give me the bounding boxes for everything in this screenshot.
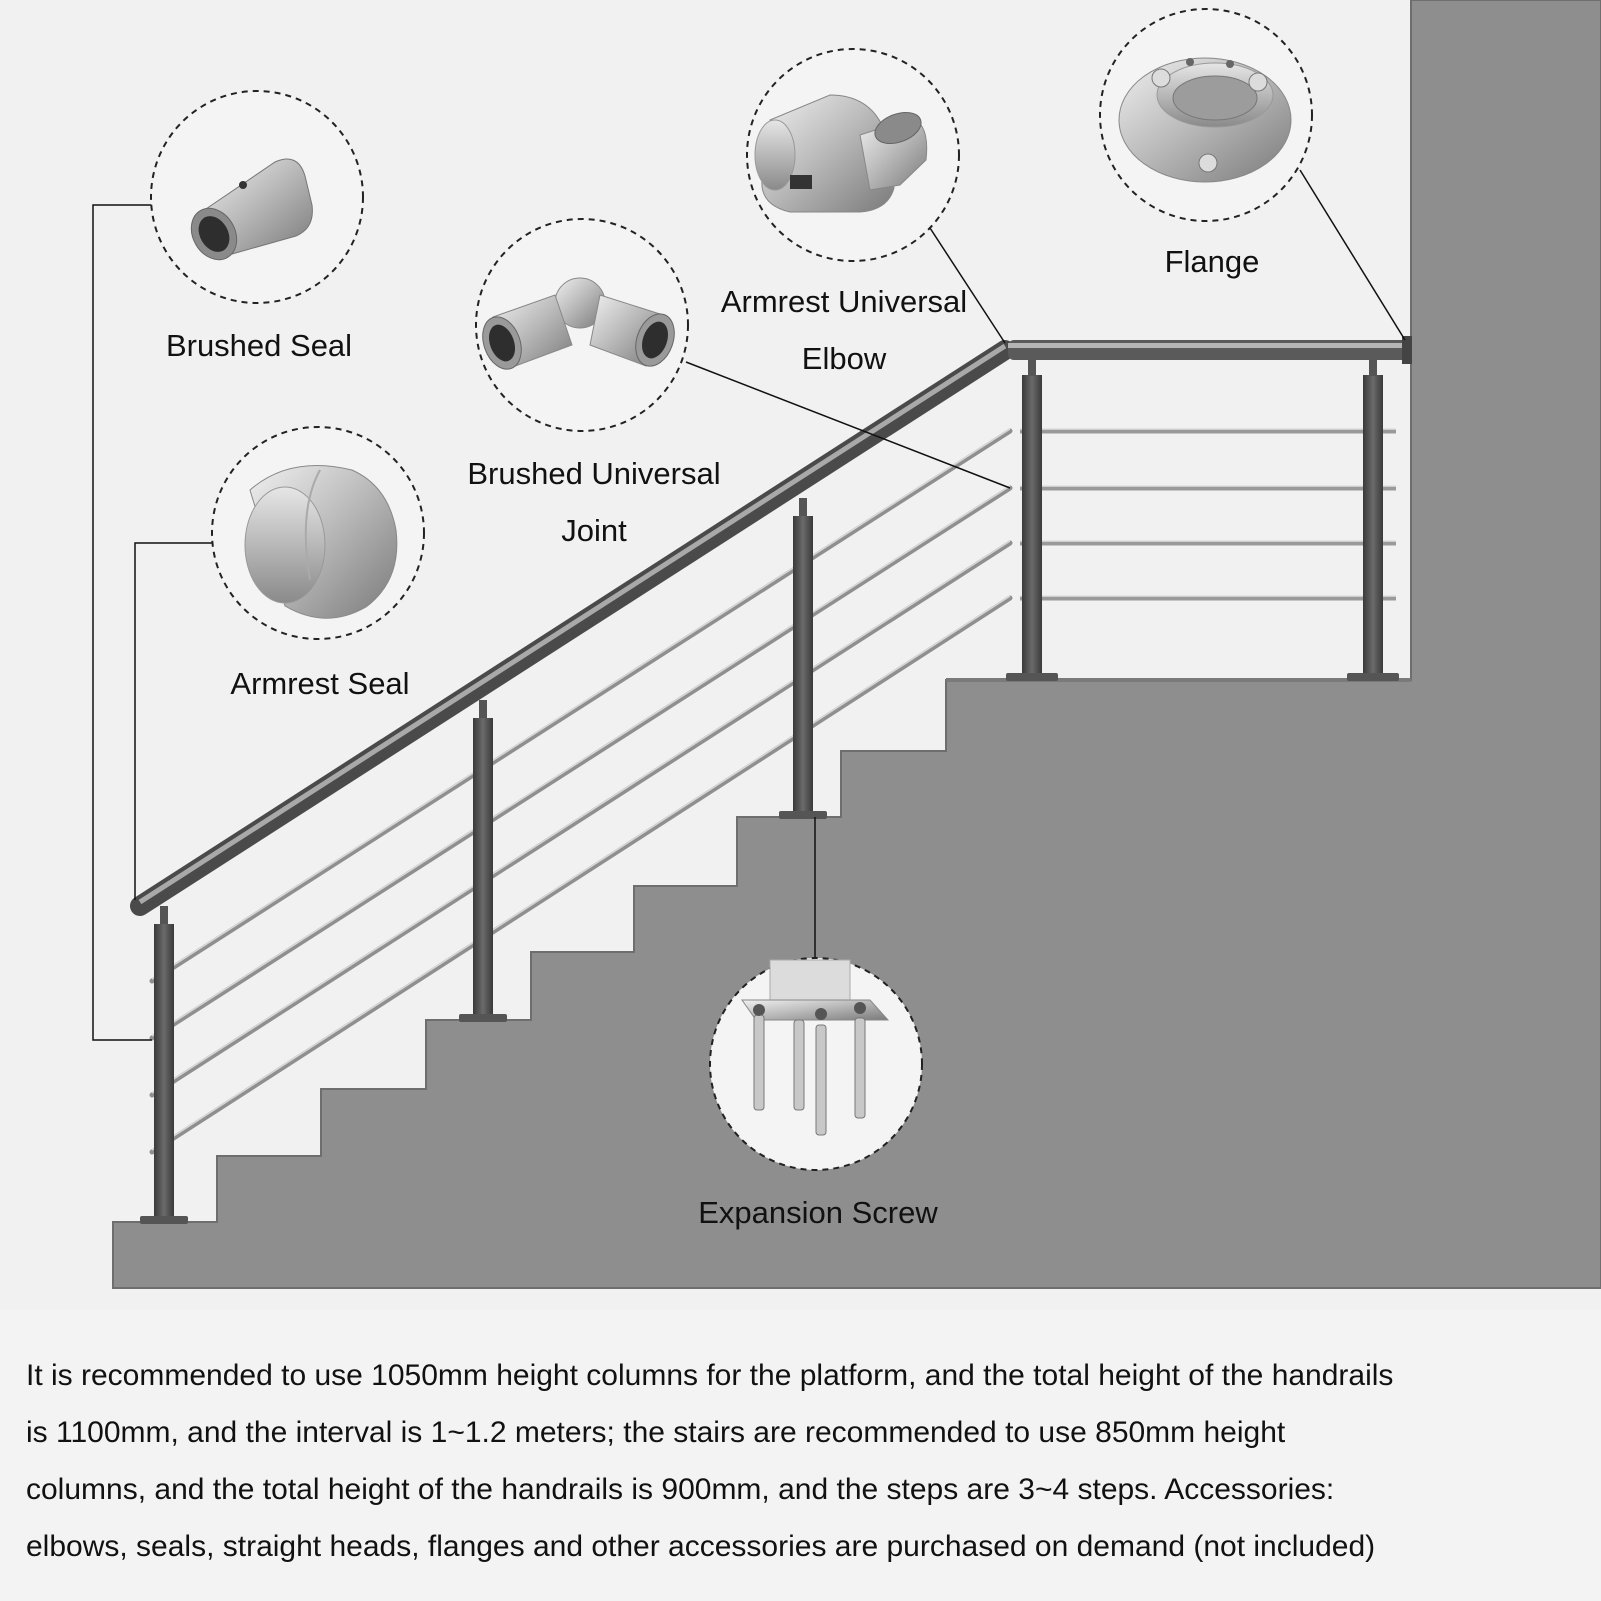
label-armrest-seal: Armrest Seal — [230, 666, 410, 701]
label-brushed-seal: Brushed Seal — [165, 328, 353, 363]
label-elbow-line2: Elbow — [801, 341, 887, 376]
post-2 — [473, 718, 493, 1020]
post-1 — [154, 924, 174, 1222]
label-universal-joint-line1: Brushed Universal — [467, 456, 721, 491]
flange-icon — [1119, 58, 1291, 182]
description-text — [26, 1347, 1586, 1575]
wall-flange — [1402, 336, 1412, 364]
post-3 — [793, 516, 813, 817]
description-line: It is recommended to use 1050mm height columns for the platform, and the total height of the handrails — [26, 1359, 1394, 1392]
label-universal-joint-line2: Joint — [561, 513, 627, 548]
armrest-seal-icon — [245, 466, 397, 619]
post-4 — [1022, 375, 1042, 680]
description-line: is 1100mm, and the interval is 1~1.2 meters; the stairs are recommended to use 850mm height — [26, 1416, 1286, 1449]
label-expansion-screw: Expansion Screw — [698, 1195, 938, 1230]
label-elbow-line1: Armrest Universal — [720, 284, 968, 319]
post-5 — [1363, 375, 1383, 680]
description-line: elbows, seals, straight heads, flanges and other accessories are purchased on demand (not included) — [26, 1530, 1376, 1563]
description-line: columns, and the total height of the handrails is 900mm, and the steps are 3~4 steps. Accessories: — [26, 1473, 1335, 1506]
label-flange: Flange — [1164, 244, 1260, 279]
